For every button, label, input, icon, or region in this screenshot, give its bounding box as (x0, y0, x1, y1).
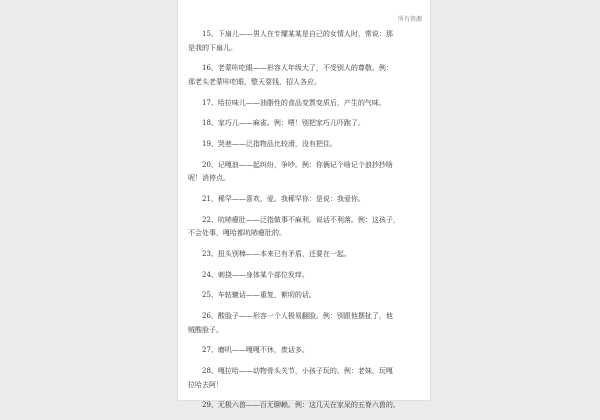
entry-item (188, 28, 420, 56)
entry-item (188, 138, 420, 152)
entry-item (188, 62, 420, 90)
entry-item (188, 310, 420, 338)
entry-item (188, 344, 420, 358)
entry-text: 29、无极六兽——百无聊赖。例：这几天在家呆的五脊六兽的。 (202, 401, 400, 410)
entry-text: 15、下扇儿——男人在专耀某某是自己的女情人时，常说：那 (202, 30, 393, 38)
entry-item (188, 365, 420, 393)
entry-item (188, 289, 420, 303)
entry-continuation: 拉哈去阿！ (188, 380, 223, 389)
entry-text: 21、稀罕——喜欢，爱。我稀罕你：是说：我爱你。 (202, 194, 365, 203)
entry-text: 26、酸脸子——形容一个人极易翻脸。例：别跟他摆扯了，他 (202, 311, 393, 320)
entry-item (188, 117, 420, 131)
entry-text: 18、家巧儿——麻雀。例：喂！别把家巧儿吓跑了。 (202, 119, 365, 128)
document-page (178, 0, 430, 410)
entry-text: 20、记嘎浪——起纠纷，争吵。例：你俩记个啥记个浪抄抄啥 (202, 160, 393, 169)
entry-item (188, 269, 420, 283)
entry-continuation: 呢！消停点。 (188, 174, 230, 183)
entry-item (188, 214, 420, 242)
entry-continuation: 是我的下扇儿。 (188, 43, 237, 52)
entry-text: 16、老蒙咔吃眼——形容人年级大了，不受别人的尊敬。例： (202, 64, 393, 73)
entry-continuation: 那老头老蒙咔吃眼，整天耍钱，招人各应。 (188, 78, 321, 87)
entry-text: 22、吭哧瘪肚——泛指做事不麻利。说话不利落。例：这孩子， (202, 215, 400, 224)
entry-list (188, 28, 420, 420)
entry-text: 28、嘎拉哈——动物骨头关节，小孩子玩的。例：老妹，玩嘎 (202, 366, 393, 375)
entry-text: 19、哭巷——泛指物品比较滑，没有把住。 (202, 139, 337, 148)
entry-item (188, 248, 420, 262)
entry-text: 24、刺挠——身体某个部位发痒。 (202, 270, 309, 279)
header-tag: 所有资源 (397, 16, 422, 23)
entry-text: 27、磨叽——嘎嘎不休，废话多。 (202, 346, 309, 355)
entry-item (188, 399, 420, 413)
entry-text: 23、扭头别棒——本来已有矛盾，还要在一起。 (202, 249, 351, 258)
entry-item (188, 97, 420, 111)
entry-text: 25、车轱辘话——重复，絮叨的话。 (202, 291, 316, 300)
entry-item (188, 159, 420, 187)
entry-text: 17、哈拉味儿——油脂性的食品变質变质后，产生的气味。 (202, 98, 386, 107)
entry-item (188, 193, 420, 207)
entry-continuation: 贼酸脸子。 (188, 325, 223, 334)
entry-continuation: 不会处事，嘎哈都吭哧瘪肚的。 (188, 229, 286, 238)
